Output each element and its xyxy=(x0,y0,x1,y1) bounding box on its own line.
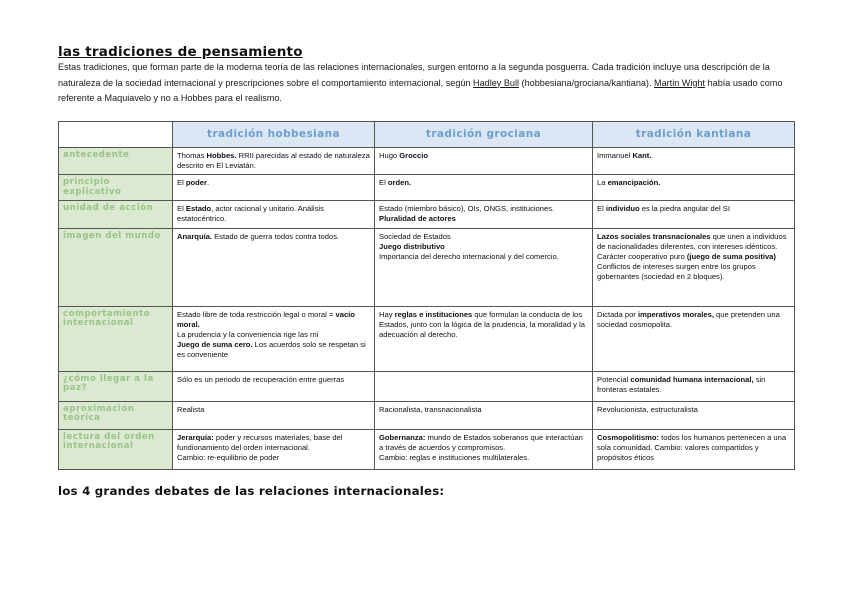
bold-text: Juego distributivo xyxy=(379,241,445,251)
hadley-bull-link[interactable]: Hadley Bull xyxy=(473,77,520,88)
cell-text: , actor racional y unitario. Análisis estatocéntrico. xyxy=(177,204,324,224)
intro-text-2: (hobbesiana/grociana/kantiana). xyxy=(519,77,655,88)
bold-text: vacío moral. xyxy=(177,309,355,329)
cell-text: Estado (miembro básico), OIs, ONGS, instituciones. xyxy=(379,204,555,214)
cell-text: . xyxy=(206,177,210,187)
cell-text: Revolucionista, estructuralista xyxy=(597,404,698,414)
document-page xyxy=(58,44,796,498)
cell-text: El xyxy=(379,177,388,187)
cell-text: Realista xyxy=(177,404,205,414)
header-grociana: tradición grociana xyxy=(375,121,593,147)
bold-text: Cosmopolitismo: xyxy=(597,432,660,442)
bold-text: orden. xyxy=(387,177,412,187)
bold-text: Juego de suma cero. xyxy=(177,340,253,350)
cell-text: RRII parecidas al estado de naturaleza descrito en El Leviatán. xyxy=(177,150,370,170)
page-title: las tradiciones de pensamiento xyxy=(58,44,303,60)
cell-text: Sociedad de Estados xyxy=(379,231,451,241)
row-label: ¿cómo llegar a la paz? xyxy=(59,371,173,401)
bold-text: Groccio xyxy=(399,150,428,160)
bold-text: Lazos sociales transnacionales xyxy=(597,231,711,241)
table-row xyxy=(59,306,795,371)
cell-text: que unen a individuos de nacionalidades diferentes, con intereses idénticos. xyxy=(597,231,787,251)
table-cell xyxy=(173,306,375,371)
row-label: lectura del orden internacional xyxy=(59,429,173,469)
table-cell xyxy=(593,174,795,200)
table-body xyxy=(59,147,795,469)
table-cell xyxy=(375,401,593,429)
intro-text-3: había usado como referente a Maquiavelo y no a Hobbes para el realismo. xyxy=(58,77,783,103)
table-cell xyxy=(173,201,375,228)
bold-text: Hobbes. xyxy=(206,150,237,160)
table-row xyxy=(59,201,795,228)
header-kantiana: tradición kantiana xyxy=(593,121,795,147)
bold-text: Anarquía. xyxy=(177,231,213,241)
cell-text: Carácter cooperativo puro xyxy=(597,251,687,261)
cell-text: Estado libre de toda restricción legal o moral = xyxy=(177,309,336,319)
row-label: antecedente xyxy=(59,147,173,174)
cell-text: que formulan la conducta de los Estados, junto con la lógica de la prudencia, la moralidad y la adecuación al derecho. xyxy=(379,309,585,339)
cell-text: Racionalista, transnacionalista xyxy=(379,404,482,414)
cell-text: El xyxy=(597,204,606,214)
cell-text: La xyxy=(597,177,608,187)
table-header-row xyxy=(59,121,795,147)
cell-text: Thomas xyxy=(177,150,207,160)
table-cell xyxy=(375,371,593,401)
cell-text: poder y recursos materiales, base del fundionamiento del orden internacional. xyxy=(177,432,343,452)
bold-text: individuo xyxy=(605,204,640,214)
bold-text: emancipación. xyxy=(607,177,661,187)
cell-text: sin fronteras estatales. xyxy=(597,374,766,394)
martin-wight-link[interactable]: Martin Wight xyxy=(654,77,706,88)
cell-text: todos los humanos pertenecen a una sola comunidad. Cambio: valores compartidos y propósitos éticos xyxy=(597,432,787,462)
bold-text: Kant. xyxy=(632,150,652,160)
cell-text: mundo de Estados soberanos que interactúan a través de acuerdos y compromisos. xyxy=(379,432,583,452)
bold-text: Jerarquía: xyxy=(177,432,214,442)
intro-paragraph xyxy=(58,60,796,107)
cell-text: El xyxy=(177,177,186,187)
cell-text: Dictada por xyxy=(597,309,638,319)
bold-text: reglas e instituciones xyxy=(394,309,473,319)
table-row xyxy=(59,371,795,401)
row-label: imagen del mundo xyxy=(59,228,173,306)
cell-text: es la piedra angular del SI xyxy=(639,204,730,214)
bold-text: Estado xyxy=(185,204,212,214)
table-cell xyxy=(593,147,795,174)
cell-text: Estado de guerra todos contra todos. xyxy=(212,231,340,241)
cell-text: La prudencia y la conveniencia rige las rrii xyxy=(177,329,319,339)
table-cell xyxy=(173,174,375,200)
cell-text: Immanuel xyxy=(597,150,633,160)
table-cell xyxy=(173,401,375,429)
cell-text: Cambio: re-equilibrio de poder xyxy=(177,452,280,462)
row-label: unidad de acción xyxy=(59,201,173,228)
table-corner-cell xyxy=(59,121,173,147)
table-cell xyxy=(375,429,593,469)
row-label: comportamiento internacional xyxy=(59,306,173,371)
row-label: principio explicativo xyxy=(59,174,173,200)
table-cell xyxy=(593,371,795,401)
table-cell xyxy=(173,228,375,306)
table-row xyxy=(59,174,795,200)
cell-text: Cambio: reglas e instituciones multilaterales. xyxy=(379,452,530,462)
table-cell xyxy=(375,228,593,306)
cell-text: Importancia del derecho internacional y del comercio. xyxy=(379,251,559,261)
table-cell xyxy=(173,429,375,469)
table-cell xyxy=(593,306,795,371)
table-cell xyxy=(173,371,375,401)
traditions-table xyxy=(58,121,795,470)
section-subtitle: los 4 grandes debates de las relaciones internacionales: xyxy=(58,483,445,498)
cell-text: Los acuerdos solo se respetan si es conveniente xyxy=(177,340,366,360)
table-cell xyxy=(593,401,795,429)
table-cell xyxy=(375,174,593,200)
cell-text: Sólo es un periodo de recuperación entre guerras xyxy=(177,374,345,384)
table-row xyxy=(59,429,795,469)
cell-text: El xyxy=(177,204,186,214)
cell-text: que pretenden una sociedad cosmopolita. xyxy=(597,309,780,329)
table-cell xyxy=(375,306,593,371)
table-cell xyxy=(173,147,375,174)
intro-text-1: Estas tradiciones, que forman parte de la moderna teoría de las relaciones internacionales, surgen entorno a la segunda posguerra. Cada tradición incluye una descripción de la naturaleza de la sociedad internacional y prescripciones sobre el comportamiento internacional, según xyxy=(58,62,770,88)
row-label: aproximación teórica xyxy=(59,401,173,429)
table-cell xyxy=(375,147,593,174)
cell-text: Hugo xyxy=(379,150,400,160)
cell-text: Potencial xyxy=(597,374,631,384)
bold-text: comunidad humana internacional, xyxy=(630,374,754,384)
cell-text: Hay xyxy=(379,309,395,319)
table-cell xyxy=(593,201,795,228)
table-cell xyxy=(593,228,795,306)
bold-text: imperativos morales, xyxy=(637,309,714,319)
header-hobbesiana: tradición hobbesiana xyxy=(173,121,375,147)
cell-text: Conflictos de intereses surgen entre los grupos gobernantes (sociedad en 2 bloques). xyxy=(597,262,756,282)
table-row xyxy=(59,147,795,174)
bold-text: Pluralidad de actores xyxy=(379,214,456,224)
table-row xyxy=(59,401,795,429)
bold-text: poder xyxy=(185,177,207,187)
table-cell xyxy=(375,201,593,228)
bold-text: (juego de suma positiva) xyxy=(686,251,776,261)
table-cell xyxy=(593,429,795,469)
table-row xyxy=(59,228,795,306)
bold-text: Gobernanza: xyxy=(379,432,426,442)
